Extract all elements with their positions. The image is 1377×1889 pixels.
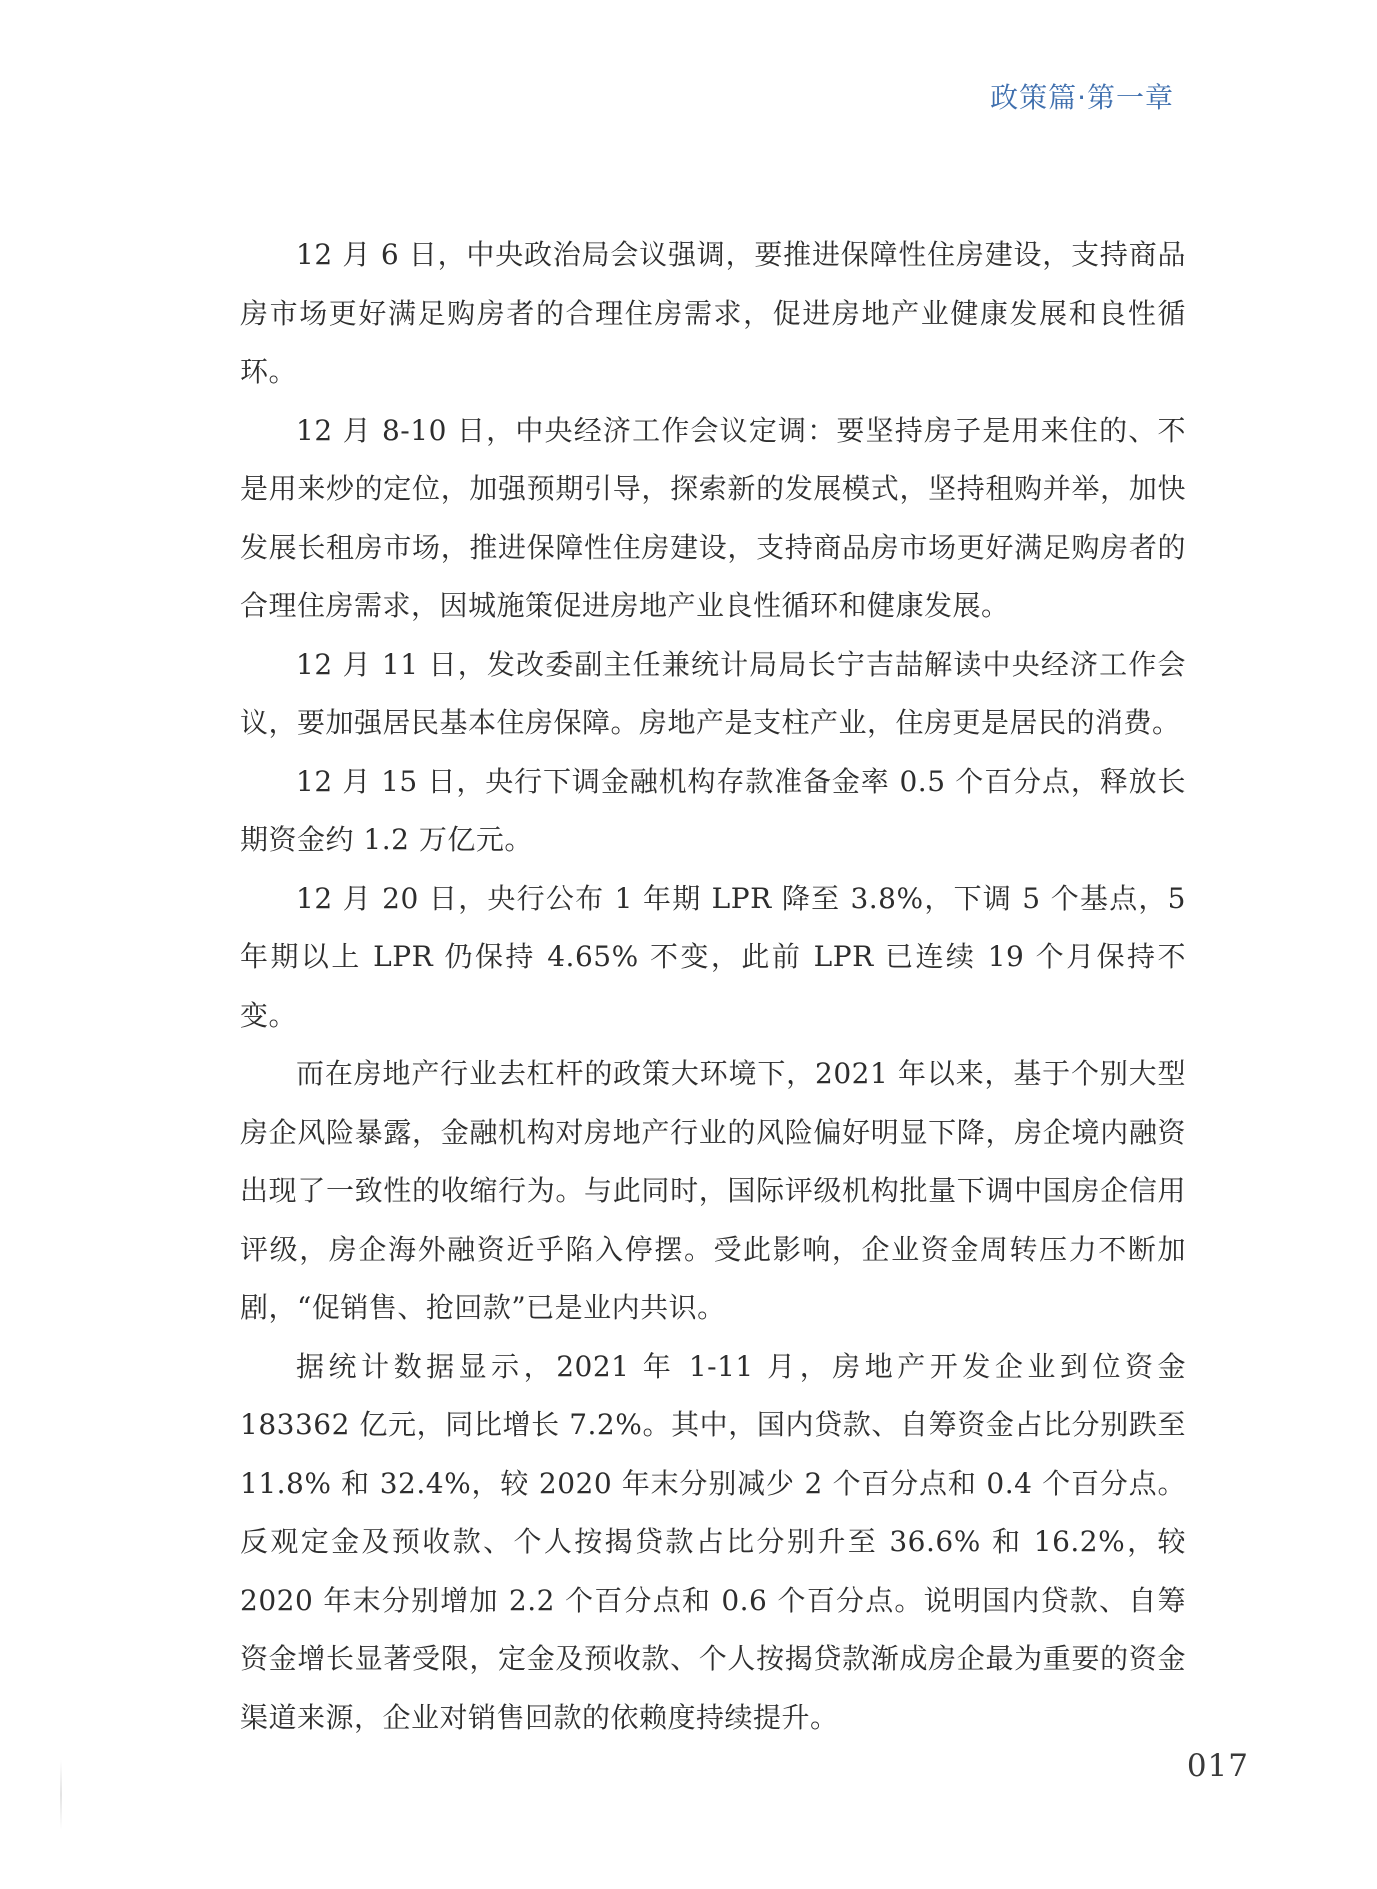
paragraph-1: 12 月 6 日，中央政治局会议强调，要推进保障性住房建设，支持商品房市场更好满足购房者的合理住房需求，促进房地产业健康发展和良性循环。 [240,238,1186,388]
paragraph-4: 12 月 15 日，央行下调金融机构存款准备金率 0.5 个百分点，释放长期资金约 1.2 万亿元。 [240,764,1186,856]
paragraph-3: 12 月 11 日，发改委副主任兼统计局局长宁吉喆解读中央经济工作会议，要加强居民基本住房保障。房地产是支柱产业，住房更是居民的消费。 [240,647,1186,739]
paragraph-5: 12 月 20 日，央行公布 1 年期 LPR 降至 3.8%，下调 5 个基点，5 年期以上 LPR 仍保持 4.65% 不变，此前 LPR 已连续 19 个月保持不变。 [240,881,1186,1032]
margin-mark [60,1760,62,1830]
paragraph-7: 据统计数据显示，2021 年 1-11 月，房地产开发企业到位资金 183362 亿元，同比增长 7.2%。其中，国内贷款、自筹资金占比分别跌至 11.8% 和 32.4%，较 2020 年末分别减少 2 个百分点和 0.4 个百分点。反观定金及预收款、个人按揭贷款占比分别升至 36.6% 和 16.2%，较 2020 年末分别增加 2.2 个百分点和 0.6 个百分点。说明国内贷款、自筹资金增长显著受限，定金及预收款、个人按揭贷款渐成房企最为重要的资金渠道来源，企业对销售回款的依赖度持续提升。 [240,1349,1186,1734]
body-text [240,226,1186,1747]
chapter-header: 政策篇·第一章 [990,81,1174,114]
paragraph-6: 而在房地产行业去杠杆的政策大环境下，2021 年以来，基于个别大型房企风险暴露，金融机构对房地产行业的风险偏好明显下降，房企境内融资出现了一致性的收缩行为。与此同时，国际评级机构批量下调中国房企信用评级，房企海外融资近乎陷入停摆。受此影响，企业资金周转压力不断加剧，“促销售、抢回款”已是业内共识。 [240,1057,1186,1324]
page-number: 017 [1186,1748,1249,1784]
paragraph-2: 12 月 8-10 日，中央经济工作会议定调：要坚持房子是用来住的、不是用来炒的定位，加强预期引导，探索新的发展模式，坚持租购并举，加快发展长租房市场，推进保障性住房建设，支持商品房市场更好满足购房者的合理住房需求，因城施策促进房地产业良性循环和健康发展。 [240,413,1186,622]
